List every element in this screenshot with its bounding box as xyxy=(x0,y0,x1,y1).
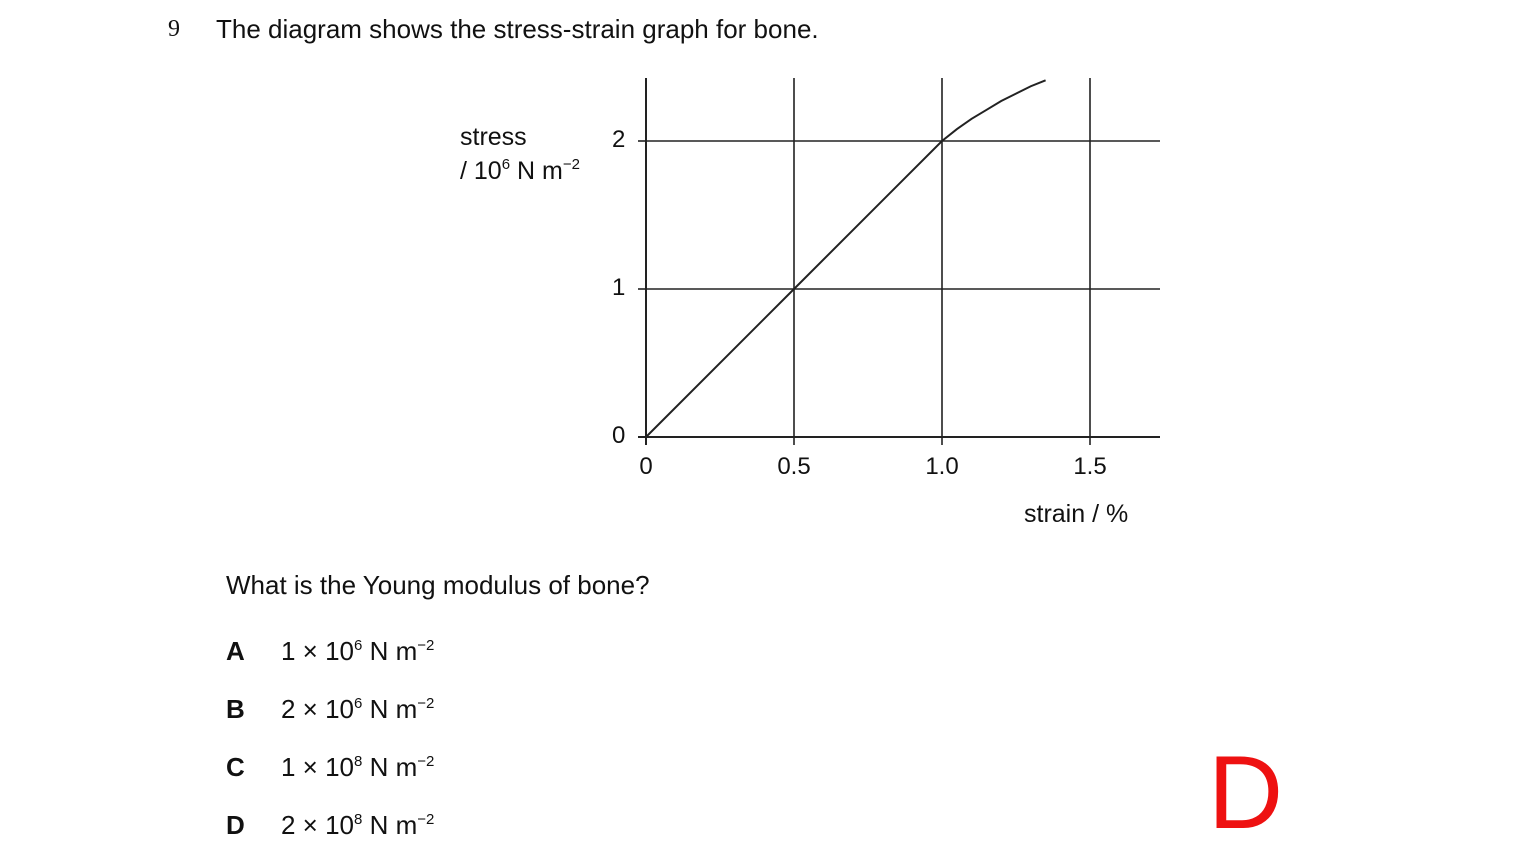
series-line-bone xyxy=(646,80,1046,437)
chart-grid xyxy=(646,78,1160,445)
option-value: $2 \times 10^8$ N $m^{-2}$ xyxy=(281,810,435,840)
option-letter: A xyxy=(226,636,245,666)
x-axis-label: strain / % xyxy=(1024,500,1129,528)
option-d xyxy=(226,810,434,841)
sub-question-text: What is the Young modulus of bone? xyxy=(226,570,650,600)
x-tick-label-1.5: 1.5 xyxy=(1073,453,1107,480)
question-number: 9 xyxy=(168,16,180,42)
option-b xyxy=(226,694,434,725)
y-tick-label-2: 2 xyxy=(612,126,626,153)
x-tick-label-1.0: 1.0 xyxy=(925,453,959,480)
option-value: $1 \times 10^6$ N $m^{-2}$ xyxy=(281,636,435,666)
option-letter: B xyxy=(226,694,245,724)
x-tick-label-0: 0 xyxy=(639,453,653,480)
y-axis-label-line1: stress xyxy=(460,123,527,151)
option-letter: D xyxy=(226,810,245,840)
question-text: The diagram shows the stress-strain graph for bone. xyxy=(216,14,819,44)
answer-mark: D xyxy=(1208,735,1284,851)
option-value: $2 \times 10^6$ N $m^{-2}$ xyxy=(281,694,435,724)
option-c xyxy=(226,752,434,783)
x-tick-label-0.5: 0.5 xyxy=(777,453,811,480)
chart-axes xyxy=(638,78,1160,445)
y-tick-label-0: 0 xyxy=(612,422,626,449)
y-tick-label-1: 1 xyxy=(612,274,626,301)
y-axis-label-line2: / $10^6$ N $m^{-2}$ xyxy=(460,156,580,185)
option-letter: C xyxy=(226,752,245,782)
option-value: $1 \times 10^8$ N $m^{-2}$ xyxy=(281,752,435,782)
option-a xyxy=(226,636,434,667)
